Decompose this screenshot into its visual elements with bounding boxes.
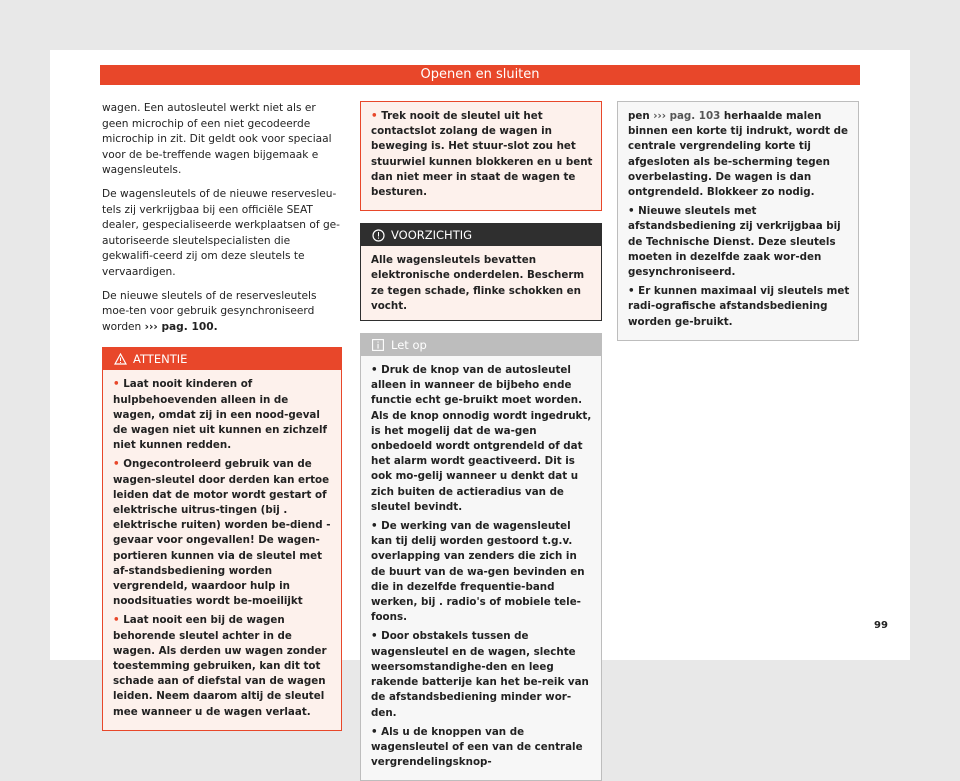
letop-header [361, 334, 601, 356]
caution-circle-icon [371, 228, 385, 242]
voorzichtig-box [360, 223, 602, 321]
letop-continued-box [617, 101, 859, 341]
list-item: • Door obstakels tussen de wagensleutel en de wagen, slechte weersomstandighe-den en leeg rakende batterije kan het be-reik van de afstandsbediening minder wor-den. [371, 630, 589, 719]
attentie-continued-box [360, 101, 602, 211]
list-item: pen ››› pag. 103 herhaalde malen binnen een korte tij indrukt, wordt de centrale vergrendeling korte tij afgesloten als be-scherming tegen overbelasting. De wagen is dan ontgrendeld. Blokkeer zo nodig. [628, 110, 848, 199]
list-item: • Druk de knop van de autosleutel alleen in wanneer de bijbeho ende functie echt ge-bruikt moet worden. Als de knop onnodig wordt ingedrukt, is het mogelij dat de wa-gen onbedoeld wordt ontgrendeld of dat het alarm wordt geactiveerd. Dit is ook mo-gelij wanneer u denkt dat u zich buiten de actieradius van de sleutel bevindt. [371, 364, 592, 513]
attentie-continued-body [361, 102, 601, 210]
column-right [617, 101, 859, 341]
letop-body [361, 356, 601, 780]
page-number: 99 [874, 620, 888, 631]
list-item: • Trek nooit de sleutel uit het contactslot zolang de wagen in beweging is. Het stuur-slot zou het stuurwiel kunnen blokkeren en u bent dan niet meer in staat de wagen te besturen. [371, 110, 593, 199]
voorzichtig-body: Alle wagensleutels bevatten elektronische onderdelen. Bescherm ze tegen schade, flinke schokken en vocht. [371, 254, 585, 312]
letop-title: Let op [391, 338, 427, 353]
list-item: • Als u de knoppen van de wagensleutel of een van de centrale vergrendelingsknop- [371, 725, 583, 769]
paragraph: wagen. Een autosleutel werkt niet als er geen microchip of een niet gecodeerde microchip in zit. Dit geldt ook voor speciaal voor de be-treffende wagen bijgemaak e wagensleutels. [102, 102, 332, 177]
paragraph [102, 289, 342, 336]
attentie-box [102, 347, 342, 730]
letop-continued-body [618, 102, 858, 340]
paragraph-text: De nieuwe sleutels of de reservesleutels moe-ten voor gebruik gesynchroniseerd worden [102, 289, 317, 333]
attentie-title: ATTENTIE [133, 352, 188, 367]
attentie-header [103, 348, 341, 370]
list-item: • Nieuwe sleutels met afstandsbediening zij verkrijgbaa bij de Technische Dienst. Deze sleutels moeten in dezelfde zaak wor-den gesynchroniseerd. [628, 205, 841, 279]
list-item: • De werking van de wagensleutel kan tij delij worden gestoord t.g.v. overlapping van zenders die zich in de buurt van de wa-gen bevinden en die in dezelfde frequentie-band werken, bij . radio's of mobiele tele-foons. [371, 520, 585, 624]
attentie-body [103, 370, 341, 729]
page-title: Openen en sluiten [100, 65, 860, 85]
paragraph: De wagensleutels of de nieuwe reservesleu-tels zij verkrijgbaa bij een officiële SEAT dealer, gespecialiseerde werkplaatsen of ge-autoriseerde sleutelspecialisten die gekwalifi-ceerd zij om deze sleutels te vervaardigen. [102, 187, 341, 278]
voorzichtig-title: VOORZICHTIG [391, 228, 473, 243]
page-reference-link[interactable]: ››› pag. 103 [653, 110, 721, 122]
column-left [102, 101, 342, 731]
voorzichtig-header [361, 224, 601, 246]
list-item: • Laat nooit een bij de wagen behorende sleutel achter in de wagen. Als derden uw wagen zonder toestemming gebruiken, kan dit tot schade aan of diefstal van de wagen leiden. Neem daarom altij de sleutel mee wanneer u de wagen verlaat. [113, 614, 327, 718]
column-middle [360, 101, 602, 781]
list-item: • Laat nooit kinderen of hulpbehoevenden alleen in de wagen, omdat zij in een nood-geval de wagen niet uit kunnen en zichzelf niet kunnen redden. [113, 378, 327, 452]
list-item: • Ongecontroleerd gebruik van de wagen-sleutel door derden kan ertoe leiden dat de motor wordt gestart of elektrische uitrus-tingen (bij . elektrische ruiten) worden be-diend - gevaar voor ongevallen! De wagen-portieren kunnen via de sleutel met af-standsbediening worden vergrendeld, waardoor hulp in noodsituaties wordt be-moeilijkt [113, 458, 331, 608]
list-item: • Er kunnen maximaal vij sleutels met radi-ografische afstandsbediening worden ge-bruikt. [628, 285, 850, 328]
letop-box [360, 333, 602, 781]
warning-triangle-icon [113, 352, 127, 366]
page-reference-link[interactable]: ››› pag. 100. [144, 320, 218, 333]
info-icon [371, 338, 385, 352]
